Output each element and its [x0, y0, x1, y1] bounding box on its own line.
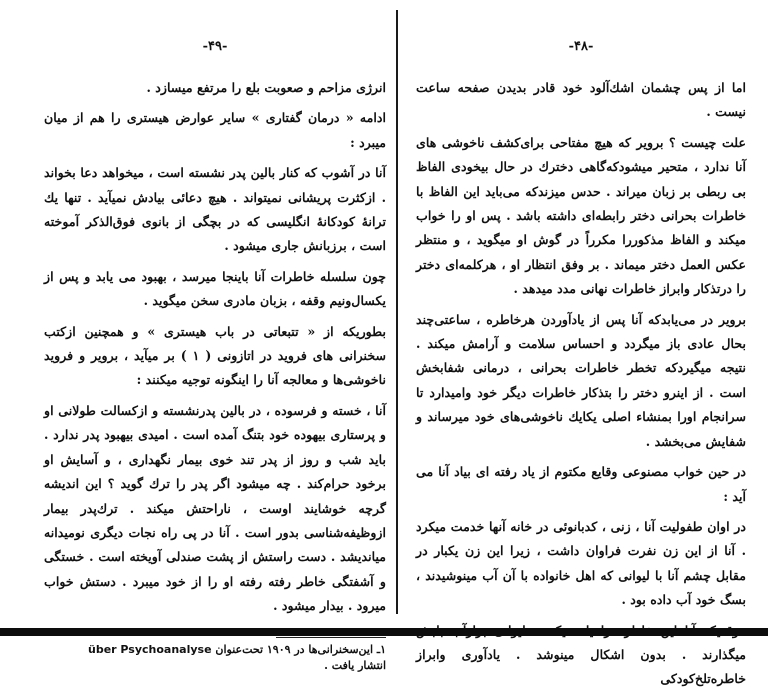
paragraph: چون سلسله خاطرات آنا باینجا میرسد ، بهبود می یابد و پس از یکسال‌ونیم وقفه ، بزبان مادری سخن میگوید .	[44, 268, 386, 309]
paragraph: در حین خواب مصنوعی وقایع مکتوم از یاد رفته ای بیاد آنا می آید :	[416, 464, 746, 504]
paragraph: در اوان طفولیت آنا ، زنی ، کدبانوئی در خانه آنها خدمت میکرد . آنا از این زن نفرت فراوان داشت ، زیرا این زن یکبار در مقابل چشم آنا با لیوانی که اهل خانواده با آن آب مینوشیدند ، بسگ خود آب داده بود .	[416, 518, 746, 608]
paragraph: میگذارند . بدون اشکال مینوشد . یادآوری وابراز خاطره‌تلخ‌کودکی	[416, 646, 746, 687]
paragraph: علت چیست ؟ برویر که هیچ مفتاحی برای‌کشف ناخوشی های آنا ندارد ، متحیر میشود‌که‌گاهی دخترك در حال بیخودی الفاظ بی ربطی بر زبان میراند . حدس میزندکه می‌باید این الفاظ با خاطرات بحرانی دختر رابطه‌ای داشته باشد . پس او را خواب میکند و الفاظ مذکوررا مکرراً در گوش او میگوید ، و منتظر عکس العمل دختر میماند . بر وفق انتظار او ، هرکلمه‌ای دختر را درتذکار وابراز خاطرات نهانی مدد میدهد .	[416, 134, 746, 297]
right-page	[416, 38, 746, 698]
paragraph: برویر در می‌یابدکه آنا پس از یادآوردن هرخاطره ، ساعتی‌چند بحال عادی باز میگردد و احساس سلامت و آرامش میکند . نتیجه میگیردکه تخطر خاطرات بحرانی ، درمانی شفابخش است . از اینرو دختر را بتذکار خاطرات دیگر خود وامیدارد تا سرانجام اورا بمنشاء اصلی یکایك ناخوشی‌های خود میرساند و شفایش می‌بخشد .	[416, 311, 746, 449]
paragraph: آنا ، خسته و فرسوده ، در بالین پدرنشسته و ازکسالت طولانی او و پرستاری بیهوده خود بتنگ آمده است . امیدی بیهبود پدر ندارد . باید شب و روز از پدر تند خوی بیمار نگهداری ، و آسایش او برخود حرام‌کند . چه میشود اگر پدر را ترك گوید ؟ این اندیشه گرچه خوشایند اوست ، ناراحتش میکند . ترك‌پدر بیمار ازوظیفه‌شناسی بدور است . آنا در پی راه نجات دیگری نومیدانه میاندیشد . دست راستش از پشت صندلی آویخته است . خستگی و آشفتگی خاطر رفته رفته او را از خود میبرد . دستش خواب میرود . بیدار میشود .	[44, 402, 386, 614]
paragraph: آنا در آشوب که کنار بالین پدر نشسته است ، میخواهد دعا بخواند . ازکثرت پریشانی نمیتواند . هیچ دعائی بیادش نمیآید . تنها یك ترانهٔ کودکانهٔ انگلیسی که در بچگی از بانوی فوق‌الذکر آموخته است ، برزبانش جاری میشود .	[44, 165, 386, 254]
page-number: -۴۸-	[568, 39, 594, 54]
footnote	[44, 642, 386, 674]
scan-bottom-edge	[0, 628, 768, 636]
footnote-latin-title: über Psychoanalyse	[87, 642, 212, 656]
book-spine	[396, 10, 398, 614]
paragraph: انرژی مزاحم و صعوبت بلع را مرتفع میسازد .	[146, 80, 386, 95]
paragraph: بطوریکه از « تتبعاتی در باب هیستری » و همچنین ازکتب سخنرانی های فروید در اتازونی ( ۱ ) بر میآید ، برویر و فروید ناخوشی‌ها و معالجه آنا را اینگونه توجیه میکنند :	[44, 323, 386, 388]
paragraph: ادامه « درمان گفتاری » سایر عوارض هیستری را هم از میان میبرد :	[44, 110, 386, 150]
paragraph: اما از پس چشمان اشك‌آلود خود قادر بدیدن صفحه ساعت نیست .	[416, 80, 746, 120]
footnote-tail: انتشار یافت .	[324, 658, 386, 672]
footnote-text: ۱ـ این‌سخنرانی‌ها در ۱۹۰۹ تحت‌عنوان	[215, 642, 386, 656]
footnote-divider	[276, 637, 386, 638]
left-page	[44, 38, 386, 674]
page-number: -۴۹-	[202, 39, 228, 54]
